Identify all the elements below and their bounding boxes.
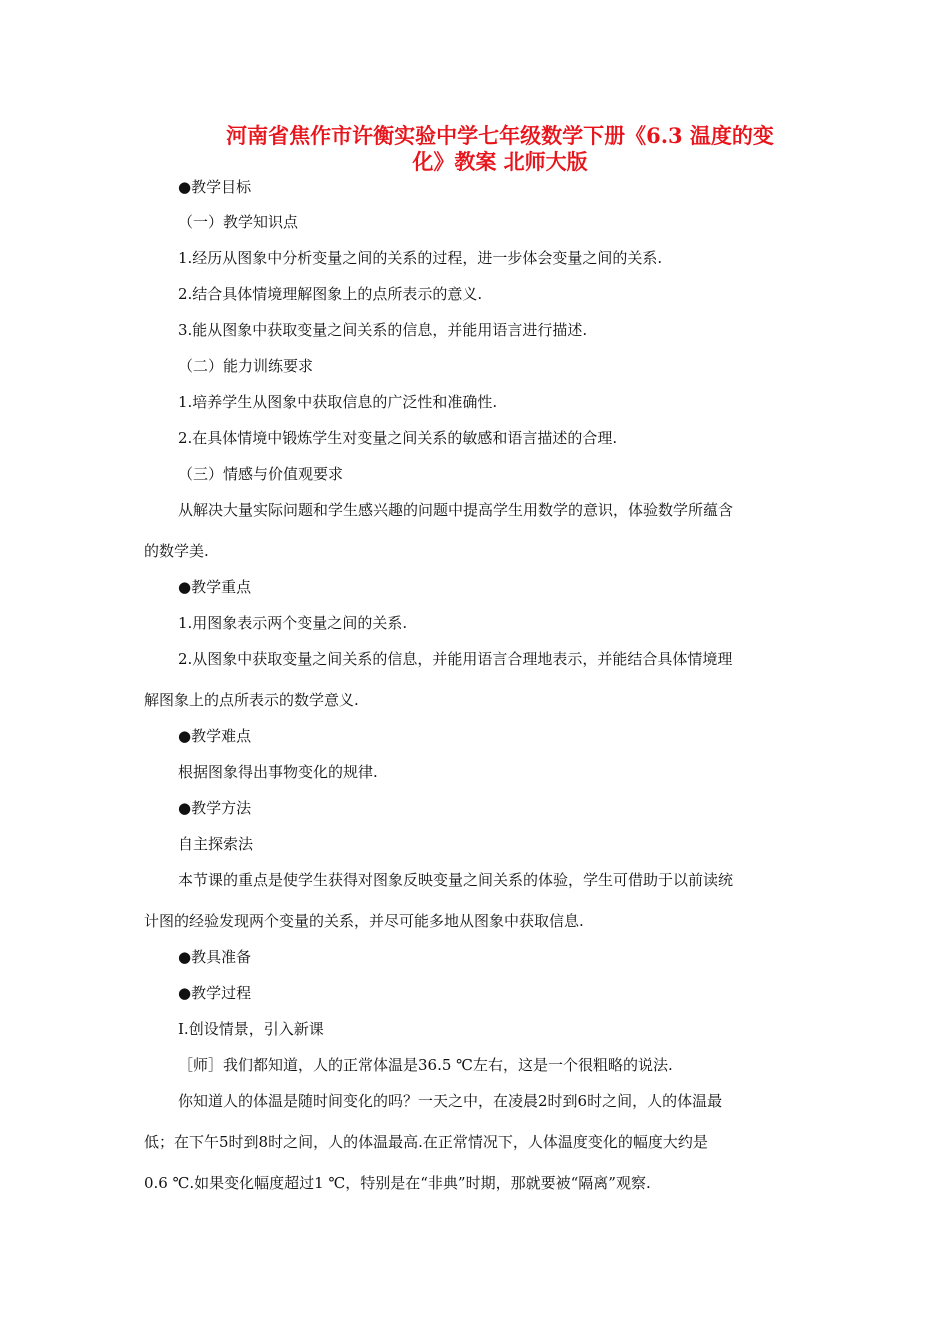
paragraph-line: 2.从图象中获取变量之间关系的信息，并能用语言合理地表示，并能结合具体情境理	[178, 650, 733, 668]
subheading-ability: （二）能力训练要求	[178, 357, 314, 375]
paragraph-line: 0.6 ℃.如果变化幅度超过1 ℃，特别是在“非典”时期，那就要被“隔离”观察.	[144, 1174, 651, 1192]
paragraph-line: 自主探索法	[178, 835, 254, 853]
heading-process: ●教学过程	[178, 984, 252, 1002]
paragraph-line: 2.在具体情境中锻炼学生对变量之间关系的敏感和语言描述的合理.	[178, 429, 618, 447]
heading-methods: ●教学方法	[178, 799, 252, 817]
subheading-section-1: Ⅰ.创设情景，引入新课	[178, 1020, 324, 1038]
heading-teaching-goals: ●教学目标	[178, 178, 252, 196]
subheading-emotion: （三）情感与价值观要求	[178, 465, 344, 483]
paragraph-line: 根据图象得出事物变化的规律.	[178, 763, 378, 781]
paragraph-line: 计图的经验发现两个变量的关系，并尽可能多地从图象中获取信息.	[144, 912, 584, 930]
paragraph-line: 低；在下午5时到8时之间，人的体温最高.在正常情况下，人体温度变化的幅度大约是	[144, 1133, 708, 1151]
paragraph-line: 1.经历从图象中分析变量之间的关系的过程，进一步体会变量之间的关系.	[178, 249, 663, 267]
heading-key-points: ●教学重点	[178, 578, 252, 596]
heading-materials: ●教具准备	[178, 948, 252, 966]
paragraph-line: 的数学美.	[144, 542, 209, 560]
paragraph-line: 解图象上的点所表示的数学意义.	[144, 691, 359, 709]
paragraph-line: 3.能从图象中获取变量之间关系的信息，并能用语言进行描述.	[178, 321, 588, 339]
paragraph-line: 本节课的重点是使学生获得对图象反映变量之间关系的体验，学生可借助于以前读统	[178, 871, 734, 889]
paragraph-line: 从解决大量实际问题和学生感兴趣的问题中提高学生用数学的意识，体验数学所蕴含	[178, 501, 734, 519]
heading-difficulties: ●教学难点	[178, 727, 252, 745]
paragraph-line: 你知道人的体温是随时间变化的吗？一天之中，在凌晨2时到6时之间，人的体温最	[178, 1092, 723, 1110]
paragraph-line: 1.用图象表示两个变量之间的关系.	[178, 614, 408, 632]
paragraph-line: ［师］我们都知道，人的正常体温是36.5 ℃左右，这是一个很粗略的说法.	[178, 1056, 673, 1074]
doc-title-line-2: 化》教案 北师大版	[412, 149, 588, 174]
doc-title-line-1: 河南省焦作市许衡实验中学七年级数学下册《6.3 温度的变	[226, 123, 774, 148]
subheading-knowledge: （一）教学知识点	[178, 213, 299, 231]
paragraph-line: 1.培养学生从图象中获取信息的广泛性和准确性.	[178, 393, 498, 411]
paragraph-line: 2.结合具体情境理解图象上的点所表示的意义.	[178, 285, 483, 303]
